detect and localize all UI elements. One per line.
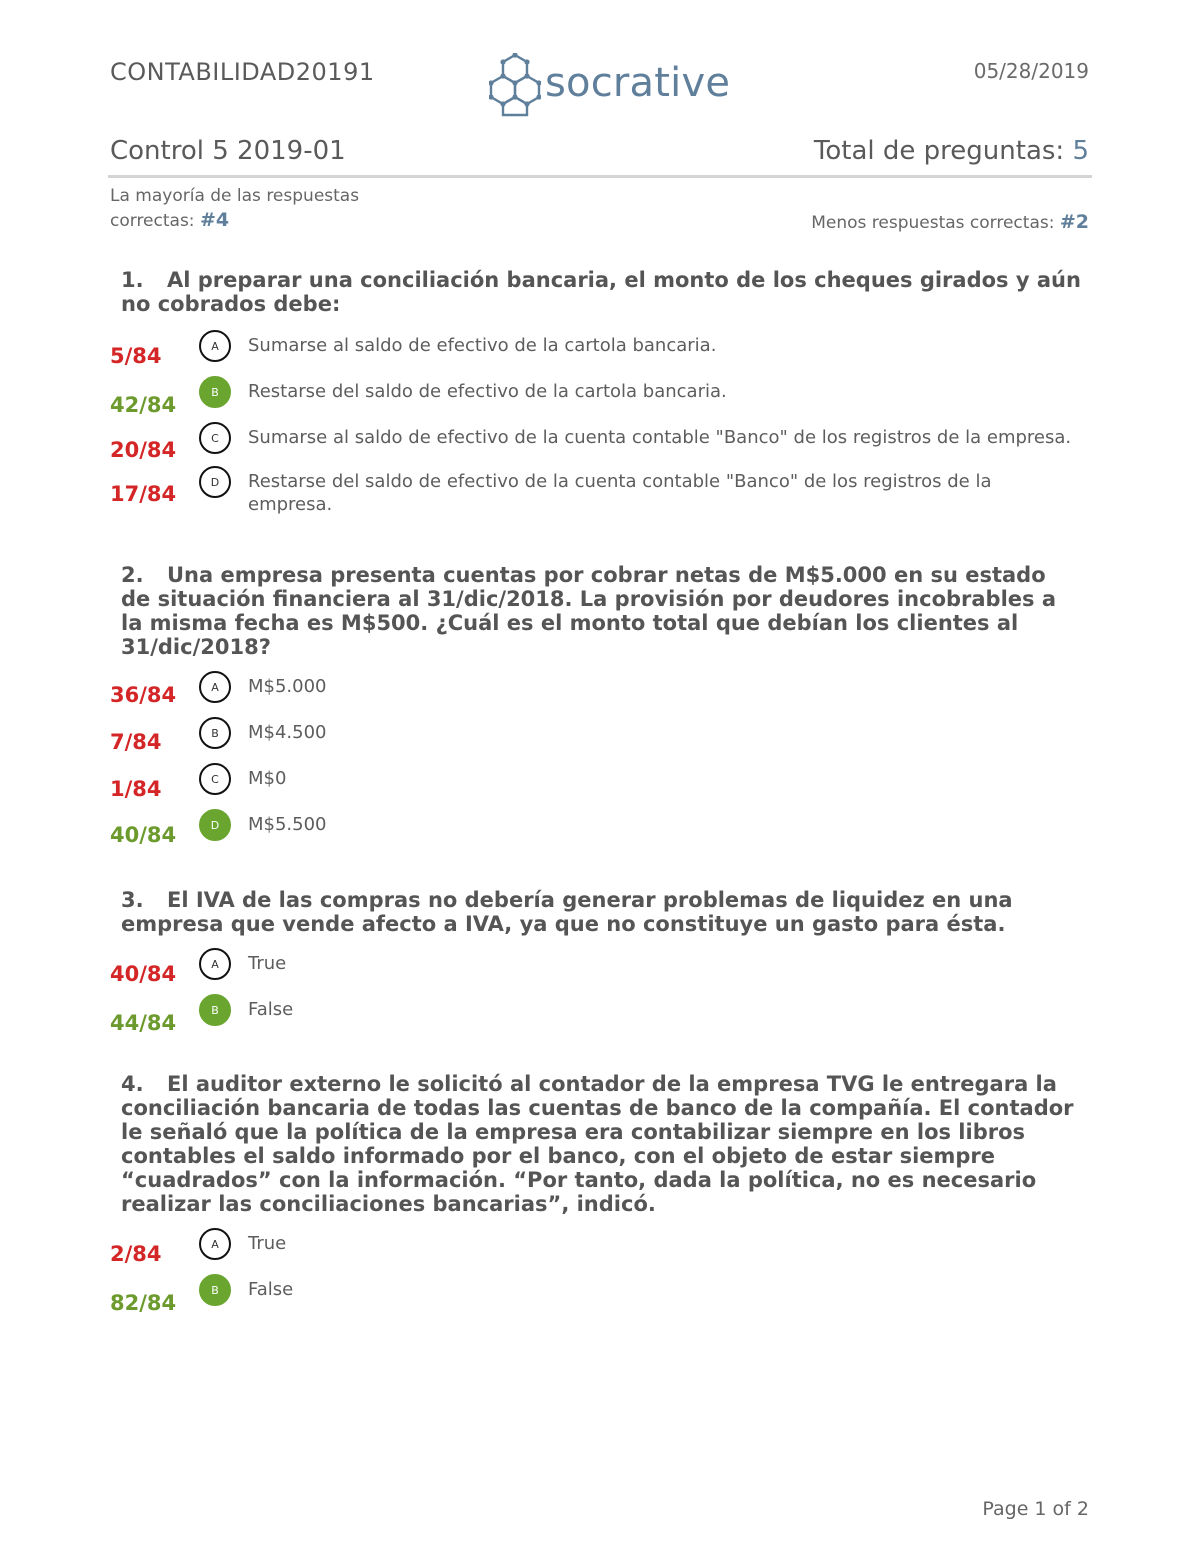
- socrative-hex-icon: [489, 53, 541, 117]
- question-2: [110, 563, 1081, 847]
- question-body: Al preparar una conciliación bancaria, el monto de los cheques girados y aún no cobrados debe:: [121, 268, 1081, 316]
- page-number: Page 1 of 2: [982, 1498, 1089, 1520]
- answer-text: True: [248, 953, 287, 974]
- question-text: [121, 1072, 1081, 1216]
- answer-option: [110, 376, 1081, 417]
- question-text: [121, 888, 1081, 936]
- answer-option: [110, 1228, 1081, 1266]
- least-correct-value: #2: [1059, 211, 1089, 233]
- letter-d-correct-circle-icon: D: [199, 809, 231, 841]
- letter-d-circle-icon: D: [199, 466, 231, 498]
- letter-b-circle-icon: B: [199, 717, 231, 749]
- question-number: 4.: [121, 1072, 144, 1096]
- answer-option: [110, 330, 1081, 368]
- total-questions-value: 5: [1072, 136, 1089, 166]
- answer-count: 36/84: [110, 683, 177, 707]
- question-3: [110, 888, 1081, 1035]
- total-questions: [814, 136, 1089, 166]
- answer-count: 2/84: [110, 1242, 162, 1266]
- answer-count: 40/84: [110, 962, 177, 986]
- letter-a-circle-icon: A: [199, 671, 231, 703]
- answer-text: Sumarse al saldo de efectivo de la cuenta contable "Banco" de los registros de la empresa.: [248, 427, 1072, 448]
- letter-b-correct-circle-icon: B: [199, 1274, 231, 1306]
- answer-count: 40/84: [110, 823, 177, 847]
- question-body: Una empresa presenta cuentas por cobrar netas de M$5.000 en su estado de situación financiera al 31/dic/2018. La provisión por deudores incobrables a la misma fecha es M$500. ¿Cuál es el monto total que debían los clientes al 31/dic/2018?: [121, 563, 1057, 659]
- answer-text: Restarse del saldo de efectivo de la cartola bancaria.: [248, 381, 727, 402]
- answer-text: M$5.000: [248, 676, 327, 697]
- socrative-logo: [489, 52, 730, 118]
- answer-count: 5/84: [110, 344, 162, 368]
- question-number: 3.: [121, 888, 144, 912]
- most-correct-value: #4: [199, 209, 230, 231]
- question-text: [121, 563, 1081, 659]
- letter-c-circle-icon: C: [199, 422, 231, 454]
- report-date: 05/28/2019: [973, 59, 1089, 83]
- question-text: [121, 268, 1081, 316]
- answer-text: M$4.500: [248, 722, 327, 743]
- class-name: CONTABILIDAD20191: [110, 58, 375, 86]
- answer-text: False: [248, 999, 294, 1020]
- question-body: El auditor externo le solicitó al contador de la empresa TVG le entregara la conciliación bancaria de todas las cuentas de banco de la compañía. El contador le señaló que la política de la empresa era contabilizar siempre en los libros contables el saldo informado por el banco, con el objeto de estar siempre “cuadrados” con la información. “Por tanto, dada la política, no es necesario realizar las conciliaciones bancarias”, indicó.: [121, 1072, 1074, 1216]
- answer-count: 20/84: [110, 438, 177, 462]
- answer-option: [110, 1274, 1081, 1315]
- letter-b-correct-circle-icon: B: [199, 994, 231, 1026]
- header-divider: [108, 175, 1092, 178]
- question-body: El IVA de las compras no debería generar problemas de liquidez en una empresa que vende afecto a IVA, ya que no constituye un gasto para ésta.: [121, 888, 1013, 936]
- letter-c-circle-icon: C: [199, 763, 231, 795]
- answer-text: Restarse del saldo de efectivo de la cuenta contable "Banco" de los registros de la empresa.: [248, 471, 992, 515]
- least-correct: [811, 211, 1089, 233]
- answer-text: M$0: [248, 768, 287, 789]
- question-4: [110, 1072, 1081, 1315]
- answer-count: 17/84: [110, 482, 177, 506]
- answer-count: 1/84: [110, 777, 162, 801]
- question-1: [110, 268, 1081, 516]
- answer-option: [110, 422, 1081, 462]
- question-number: 1.: [121, 268, 144, 292]
- quiz-title: Control 5 2019-01: [110, 136, 346, 166]
- answer-count: 42/84: [110, 393, 177, 417]
- answer-option: [110, 763, 1081, 801]
- letter-a-circle-icon: A: [199, 948, 231, 980]
- answer-count: 82/84: [110, 1291, 177, 1315]
- most-correct: [110, 184, 410, 233]
- question-number: 2.: [121, 563, 144, 587]
- answer-text: Sumarse al saldo de efectivo de la cartola bancaria.: [248, 335, 717, 356]
- answer-text: False: [248, 1279, 294, 1300]
- answer-option: [110, 948, 1081, 986]
- answer-option: [110, 466, 1081, 516]
- letter-a-circle-icon: A: [199, 1228, 231, 1260]
- answer-option: [110, 809, 1081, 847]
- logo-text: socrative: [545, 60, 731, 106]
- letter-b-correct-circle-icon: B: [199, 376, 231, 408]
- most-correct-label: La mayoría de las respuestas correctas:: [110, 186, 360, 231]
- letter-a-circle-icon: A: [199, 330, 231, 362]
- answer-option: [110, 671, 1081, 707]
- answer-text: True: [248, 1233, 287, 1254]
- answer-option: [110, 994, 1081, 1035]
- answer-count: 7/84: [110, 730, 162, 754]
- least-correct-label: Menos respuestas correctas:: [811, 213, 1060, 233]
- total-questions-label: Total de preguntas:: [813, 136, 1073, 166]
- answer-option: [110, 717, 1081, 754]
- answer-text: M$5.500: [248, 814, 327, 835]
- answer-count: 44/84: [110, 1011, 177, 1035]
